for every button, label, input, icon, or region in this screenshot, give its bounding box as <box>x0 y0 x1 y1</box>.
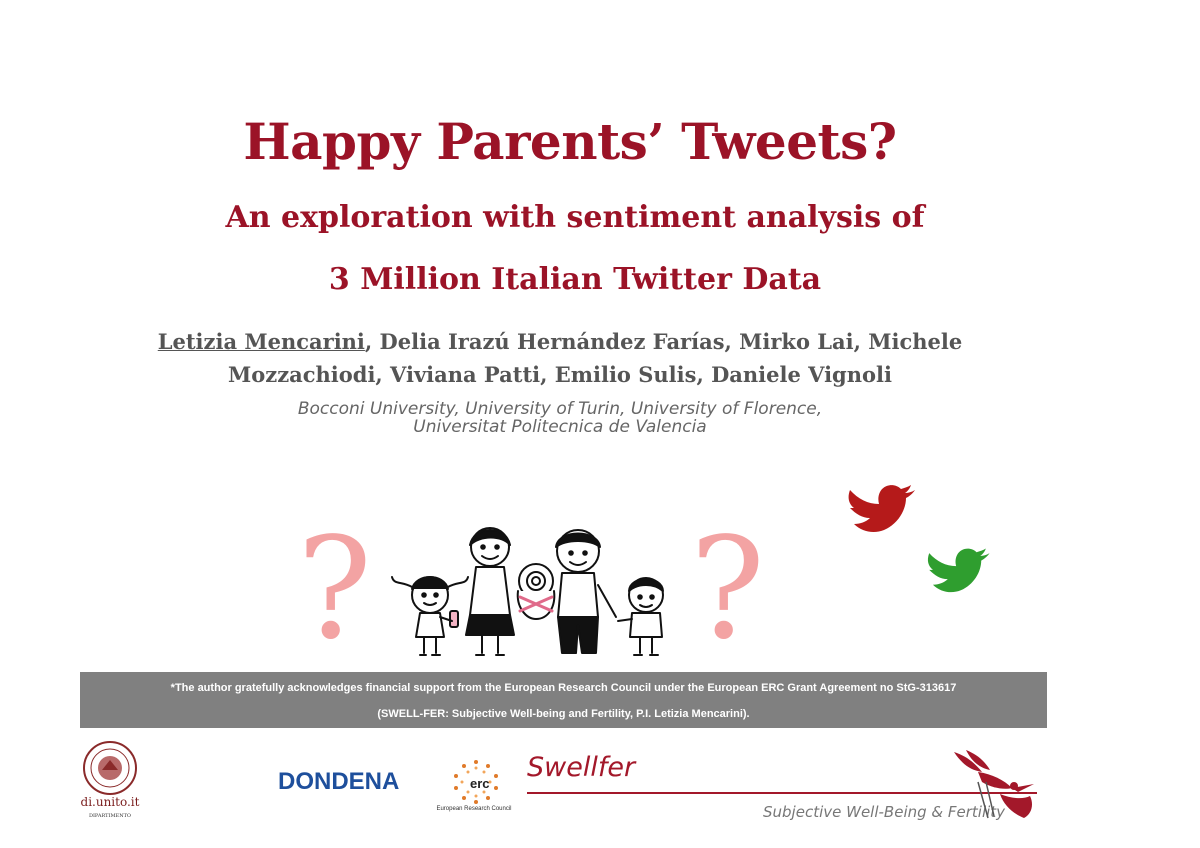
family-illustration <box>390 525 690 665</box>
affiliation-line-2: Universitat Politecnica de Valencia <box>413 417 707 437</box>
unito-seal-icon <box>82 740 138 796</box>
dondena-logo: DONDENA <box>278 768 400 795</box>
swellfer-logo-text: Swellfer <box>527 752 636 783</box>
stork-icon <box>948 748 1044 824</box>
acknowledgement-line-1: *The author gratefully acknowledges financial support from the European Research Council under the European ERC Grant Agreement no StG-313617 <box>170 682 957 694</box>
affiliation-line-1: Bocconi University, University of Turin, University of Florence, <box>297 399 823 419</box>
unito-text: di.unito.it <box>80 795 140 809</box>
authors-line-1-rest: , Delia Irazú Hernández Farías, Mirko Lai, Michele <box>364 329 963 354</box>
twitter-bird-green-icon <box>925 542 991 594</box>
acknowledgement-line-2: (SWELL-FER: Subjective Well-being and Fertility, P.I. Letizia Mencarini). <box>377 708 750 720</box>
boy-figure <box>618 578 663 655</box>
question-mark-left: ? <box>297 508 373 671</box>
twitter-bird-red-icon <box>846 478 916 534</box>
title: Happy Parents’ Tweets? <box>243 112 897 171</box>
subtitle-line-2: 3 Million Italian Twitter Data <box>328 262 822 297</box>
swellfer-subtitle: Subjective Well-Being & Fertility <box>763 803 1006 821</box>
authors-line-1 <box>0 326 1120 358</box>
authors-line-2: Mozzachiodi, Viviana Patti, Emilio Sulis, Daniele Vignoli <box>228 362 892 387</box>
subtitle-line-1: An exploration with sentiment analysis of <box>225 200 925 235</box>
acknowledgement-bar <box>80 672 1047 728</box>
erc-text: erc <box>470 776 490 791</box>
question-mark-right: ? <box>690 508 766 671</box>
presenter-name: Letizia Mencarini <box>157 329 365 354</box>
baby-figure <box>518 564 555 619</box>
mother-figure <box>466 528 514 655</box>
father-figure <box>556 530 616 653</box>
erc-caption: European Research Council <box>436 806 512 812</box>
girl-figure <box>392 577 468 655</box>
unito-caption: DIPARTIMENTO <box>88 813 132 819</box>
